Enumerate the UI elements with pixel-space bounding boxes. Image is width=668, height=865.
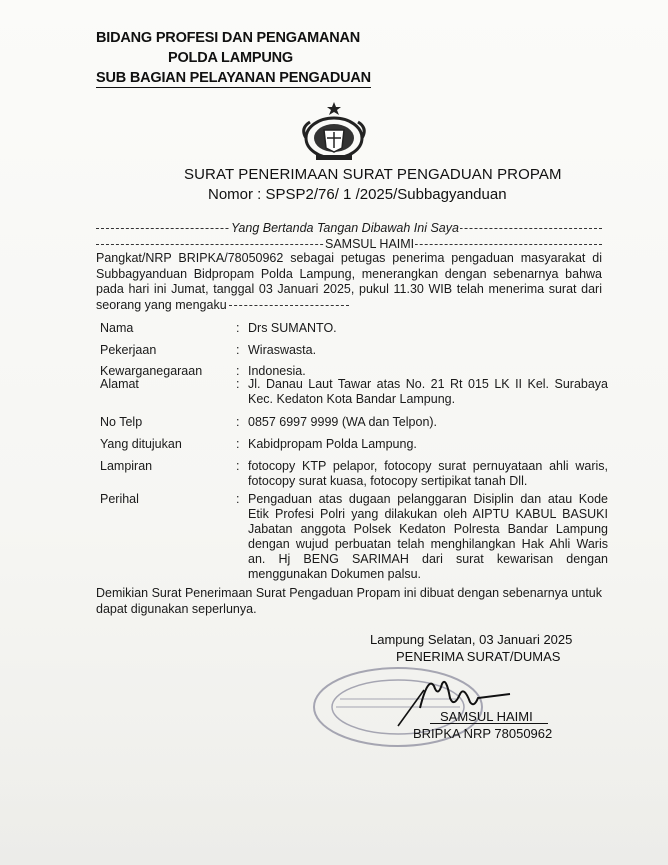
signatory-rank-nrp: BRIPKA NRP 78050962 (413, 726, 553, 741)
field-label: Nama (100, 321, 134, 335)
field-value: Pengaduan atas dugaan pelanggaran Disiplin dan atau Kode Etik Profesi Polri yang dilakukan oleh AIPTU KABUL BASUKI Jabatan anggota Polsek Kedaton Polresta Bandar Lampung dengan wujud perbuatan telah menghilangkan Hak Ahli Waris an. Hj BENG SARIMAH dari surat kewarisan dengan menggunakan Dokumen palsu. (248, 492, 608, 581)
field-colon: : (236, 459, 240, 473)
field-colon: : (236, 437, 240, 451)
field-value: Jl. Danau Laut Tawar atas No. 21 Rt 015 LK II Kel. Surabaya Kec. Kedaton Kota Bandar Lampung. (248, 377, 608, 406)
officer-name: SAMSUL HAIMI (325, 237, 415, 251)
field-label: Kewarganegaraan (100, 364, 203, 378)
header-line-3: SUB BAGIAN PELAYANAN PENGADUAN (96, 70, 371, 86)
officer-line (96, 237, 602, 251)
field-colon: : (236, 492, 240, 506)
field-value: Indonesia. (248, 364, 306, 378)
signature-role: PENERIMA SURAT/DUMAS (396, 649, 561, 664)
intro-paragraph (96, 251, 602, 313)
field-colon: : (236, 377, 240, 391)
police-emblem-icon (296, 100, 372, 162)
field-colon: : (236, 415, 240, 429)
header-line-2: POLDA LAMPUNG (168, 50, 293, 66)
undersigned-line (96, 221, 602, 235)
field-label: Yang ditujukan (100, 437, 182, 451)
field-value: Drs SUMANTO. (248, 321, 337, 335)
field-label: No Telp (100, 415, 143, 429)
field-label: Perihal (100, 492, 139, 506)
field-label: Alamat (100, 377, 139, 391)
signature-underline (430, 723, 548, 724)
document-title: SURAT PENERIMAAN SURAT PENGADUAN PROPAM (184, 166, 562, 183)
header-line-1: BIDANG PROFESI DAN PENGAMANAN (96, 30, 361, 46)
page-fold-shadow (0, 770, 668, 865)
document-number: Nomor : SPSP2/76/ 1 /2025/Subbagyanduan (208, 186, 507, 203)
field-value: fotocopy KTP pelapor, fotocopy surat pernuyataan ahli waris, fotocopy surat kuasa, fotocopy sertipikat tanah Dll. (248, 459, 608, 488)
field-label: Pekerjaan (100, 343, 157, 357)
field-value: Wiraswasta. (248, 343, 317, 357)
field-colon: : (236, 343, 240, 357)
closing-paragraph: Demikian Surat Penerimaan Surat Pengaduan Propam ini dibuat dengan sebenarnya untuk dapat digunakan seperlunya. (96, 586, 602, 616)
field-colon: : (236, 321, 240, 335)
intro-text: Pangkat/NRP BRIPKA/78050962 sebagai petugas penerima pengaduan masyarakat di Subbagyanduan Bidpropam Polda Lampung, menerangkan dengan sebenarnya bahwa pada hari ini Jumat, tanggal 03 Januari 2025, pukul 11.30 WIB telah menerima surat dari seorang yang mengaku (96, 251, 602, 312)
field-label: Lampiran (100, 459, 153, 473)
signatory-name: SAMSUL HAIMI (440, 709, 533, 724)
signature-place-date: Lampung Selatan, 03 Januari 2025 (370, 632, 573, 647)
undersigned-text: Yang Bertanda Tangan Dibawah Ini Saya (231, 221, 459, 235)
field-value: Kabidpropam Polda Lampung. (248, 437, 417, 451)
field-colon: : (236, 364, 240, 378)
field-value: 0857 6997 9999 (WA dan Telpon). (248, 415, 438, 429)
